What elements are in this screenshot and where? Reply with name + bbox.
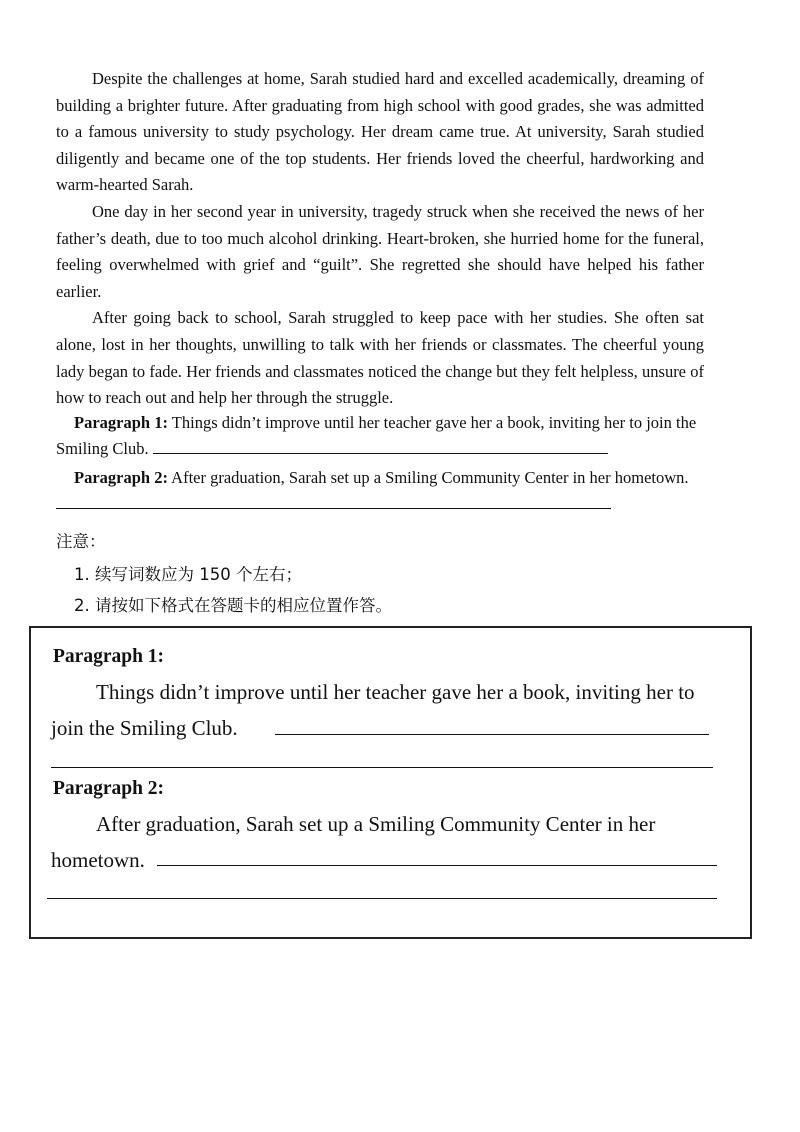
paragraph-2-blank bbox=[56, 492, 611, 509]
notes-section bbox=[56, 526, 392, 621]
box-paragraph-2-line-2: hometown. bbox=[51, 848, 145, 872]
note-item-1: 1. 续写词数应为 150 个左右； bbox=[74, 565, 302, 584]
paragraph-2-prompt-text: After graduation, Sarah set up a Smiling Community Center in her hometown. bbox=[171, 468, 689, 487]
story-text bbox=[56, 66, 704, 412]
notes-heading: 注意： bbox=[56, 532, 106, 551]
note-item-2: 2. 请按如下格式在答题卡的相应位置作答。 bbox=[74, 596, 392, 615]
box-paragraph-2-answer-line-2 bbox=[47, 898, 717, 899]
box-paragraph-1-answer-line-1 bbox=[275, 734, 709, 735]
box-paragraph-2-line-1: After graduation, Sarah set up a Smiling Community Center in her bbox=[96, 812, 656, 836]
answer-format-box bbox=[29, 626, 752, 939]
box-paragraph-1-answer-line-2 bbox=[51, 767, 713, 768]
box-paragraph-1-line-1: Things didn’t improve until her teacher gave her a book, inviting her to bbox=[96, 680, 695, 704]
box-paragraph-2-text bbox=[51, 806, 741, 878]
story-paragraph-1: Despite the challenges at home, Sarah studied hard and excelled academically, dreaming of building a brighter future. After graduating from high school with good grades, she was admitted to a famous university to study psychology. Her dream came true. At university, Sarah studied diligently and became one of the top students. Her friends loved the cheerful, hardworking and warm-hearted Sarah. bbox=[56, 69, 704, 195]
paragraph-2-prompt bbox=[56, 465, 706, 517]
paragraph-1-prompt-text: Things didn’t improve until her teacher gave her a book, inviting her to join the Smiling Club. bbox=[56, 413, 697, 458]
story-paragraph-3: After going back to school, Sarah struggled to keep pace with her studies. She often sat alone, lost in her thoughts, unwilling to talk with her friends or classmates. The cheerful young lady began to fade. Her friends and classmates noticed the change but they felt helpless, unsure of how to reach out and help her through the struggle. bbox=[56, 308, 704, 408]
box-paragraph-1-label: Paragraph 1: bbox=[53, 646, 165, 667]
box-paragraph-1-text bbox=[51, 674, 741, 746]
box-paragraph-2-label: Paragraph 2: bbox=[53, 778, 165, 799]
box-paragraph-1-line-2: join the Smiling Club. bbox=[51, 716, 238, 740]
paragraph-1-label: Paragraph 1: bbox=[74, 413, 168, 432]
paragraph-1-blank bbox=[153, 437, 608, 454]
story-paragraph-2: One day in her second year in university, tragedy struck when she received the news of her father’s death, due to too much alcohol drinking. Heart-broken, she hurried home for the funeral, feeling overwhelmed with grief and “guilt”. She regretted she should have helped his father earlier. bbox=[56, 201, 704, 301]
box-paragraph-2-answer-line-1 bbox=[157, 865, 717, 866]
paragraph-1-prompt bbox=[56, 410, 706, 462]
paragraph-2-label: Paragraph 2: bbox=[74, 468, 168, 487]
